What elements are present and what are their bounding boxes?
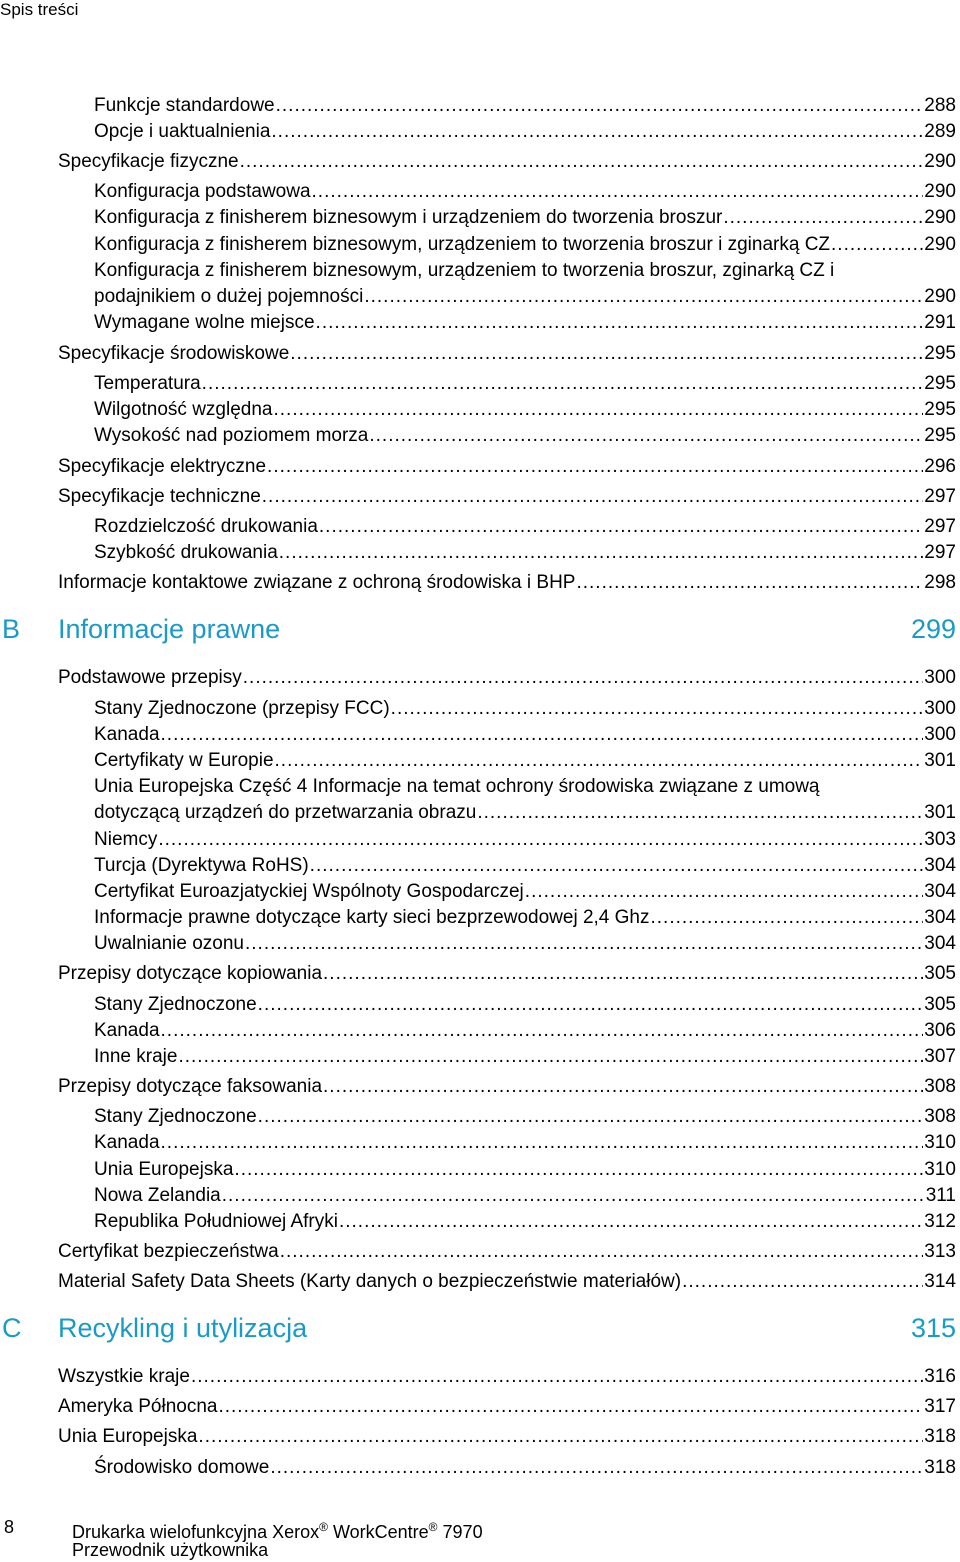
toc-entry-title: Uwalnianie ozonu (94, 933, 244, 954)
toc-entry[interactable] (94, 906, 956, 930)
toc-entry-title: Material Safety Data Sheets (Karty danych o bezpieczeństwie materiałów) (58, 1271, 682, 1292)
toc-entry-title: Przepisy dotyczące kopiowania (58, 963, 323, 984)
leader-dots (682, 1270, 923, 1294)
toc-entry-page: 290 (924, 234, 956, 255)
toc-entry-title: Stany Zjednoczone (94, 994, 257, 1015)
leader-dots (310, 854, 924, 878)
toc-entry-title: podajnikiem o dużej pojemności (94, 286, 364, 307)
toc-entry[interactable] (58, 666, 956, 690)
leader-dots (273, 398, 923, 422)
leader-dots (161, 1131, 924, 1155)
toc-entry-title: Specyfikacje środowiskowe (58, 343, 290, 364)
leader-dots (243, 666, 924, 690)
toc-entry-page: 291 (924, 312, 956, 333)
toc-entry-page: 298 (924, 572, 956, 593)
toc-entry-page: 288 (924, 95, 956, 116)
toc-entry-page: 297 (924, 542, 956, 563)
leader-dots (178, 1045, 923, 1069)
toc-entry[interactable] (94, 120, 956, 144)
toc-entry[interactable] (94, 723, 956, 747)
toc-entry-page: 300 (924, 698, 956, 719)
toc-entry[interactable] (94, 775, 820, 799)
toc-entry-title: Specyfikacje elektryczne (58, 456, 267, 477)
toc-entry[interactable] (94, 880, 956, 904)
leader-dots (258, 1105, 924, 1129)
toc-entry[interactable] (94, 1210, 956, 1234)
chapter-letter-b: B (2, 614, 21, 644)
toc-entry-page: 296 (924, 456, 956, 477)
toc-entry-title: Kanada (94, 724, 160, 745)
toc-entry-title: Unia Europejska Część 4 Informacje na temat ochrony środowiska związane z umową (94, 776, 820, 797)
toc-entry-title: Rozdzielczość drukowania (94, 516, 318, 537)
toc-entry-title: Informacje prawne dotyczące karty sieci bezprzewodowej 2,4 Ghz (94, 907, 650, 928)
toc-entry-page: 295 (924, 343, 956, 364)
leader-dots (280, 1240, 924, 1264)
toc-entry[interactable] (58, 342, 956, 366)
toc-entry[interactable] (58, 1240, 956, 1264)
toc-entry[interactable] (94, 424, 956, 448)
toc-entry-title: Opcje i uaktualnienia (94, 121, 271, 142)
leader-dots (319, 515, 923, 539)
toc-entry-title: Certyfikat bezpieczeństwa (58, 1241, 279, 1262)
toc-entry[interactable] (58, 1425, 956, 1449)
chapter-title-b[interactable]: Informacje prawne (58, 614, 281, 644)
toc-entry-title: Przepisy dotyczące faksowania (58, 1076, 323, 1097)
toc-entry[interactable] (58, 962, 956, 986)
toc-entry-page: 301 (924, 802, 956, 823)
toc-entry-page: 290 (924, 151, 956, 172)
toc-entry[interactable] (94, 285, 956, 309)
toc-entry[interactable] (58, 1365, 956, 1389)
toc-entry[interactable] (94, 94, 956, 118)
toc-entry[interactable] (58, 571, 956, 595)
footer-guide: Przewodnik użytkownika (72, 1540, 269, 1560)
toc-entry-title: Konfiguracja z finisherem biznesowym, urządzeniem to tworzenia broszur i zginarką CZ (94, 234, 831, 255)
toc-entry[interactable] (94, 372, 956, 396)
toc-entry-title: Stany Zjednoczone (przepisy FCC) (94, 698, 390, 719)
leader-dots (161, 723, 924, 747)
toc-entry[interactable] (94, 801, 956, 825)
leader-dots (339, 1210, 923, 1234)
header-title: Spis treści (0, 0, 79, 19)
toc-entry[interactable] (94, 1184, 956, 1208)
leader-dots (218, 1395, 923, 1419)
toc-entry[interactable] (94, 206, 956, 230)
toc-entry-title: Wilgotność względna (94, 399, 273, 420)
toc-entry-title: Certyfikat Euroazjatyckiej Wspólnoty Gospodarczej (94, 881, 524, 902)
leader-dots (161, 1019, 924, 1043)
leader-dots (222, 1184, 925, 1208)
toc-entry-page: 308 (924, 1106, 956, 1127)
toc-entry-title: Certyfikaty w Europie (94, 750, 274, 771)
footer-product-b: WorkCentre (332, 1522, 429, 1542)
toc-entry[interactable] (58, 455, 956, 479)
toc-entry-title: Szybkość drukowania (94, 542, 278, 563)
toc-entry-page: 311 (925, 1185, 956, 1206)
toc-entry[interactable] (94, 1131, 956, 1155)
toc-entry-page: 305 (924, 963, 956, 984)
toc-entry[interactable] (94, 749, 956, 773)
toc-entry[interactable] (94, 180, 956, 204)
toc-entry-page: 307 (924, 1046, 956, 1067)
toc-entry[interactable] (94, 1105, 956, 1129)
toc-entry[interactable] (94, 993, 956, 1017)
toc-entry-page: 300 (924, 724, 956, 745)
leader-dots (369, 424, 923, 448)
leader-dots (245, 932, 923, 956)
toc-entry-title: dotyczącą urządzeń do przetwarzania obrazu (94, 802, 477, 823)
toc-entry-title: Turcja (Dyrektywa RoHS) (94, 855, 309, 876)
toc-entry-title: Funkcje standardowe (94, 95, 275, 116)
toc-entry-title: Wymagane wolne miejsce (94, 312, 315, 333)
toc-entry-page: 297 (924, 486, 956, 507)
toc-entry-page: 316 (924, 1366, 956, 1387)
leader-dots (202, 372, 924, 396)
toc-entry-title: Unia Europejska (94, 1159, 234, 1180)
leader-dots (271, 120, 923, 144)
toc-entry-title: Kanada (94, 1020, 160, 1041)
toc-entry-title: Informacje kontaktowe związane z ochroną środowiska i BHP (58, 572, 576, 593)
toc-entry-page: 310 (924, 1159, 956, 1180)
leader-dots (312, 180, 924, 204)
toc-entry[interactable] (58, 150, 956, 174)
toc-entry-page: 304 (924, 881, 956, 902)
toc-entry[interactable] (94, 541, 956, 565)
toc-entry[interactable] (94, 311, 956, 335)
toc-entry-page: 295 (924, 373, 956, 394)
toc-entry-title: Podstawowe przepisy (58, 667, 242, 688)
toc-entry-page: 306 (924, 1020, 956, 1041)
toc-entry-page: 304 (924, 933, 956, 954)
leader-dots (240, 150, 924, 174)
toc-entry[interactable] (58, 1395, 956, 1419)
registered-mark: ® (319, 1520, 328, 1534)
toc-entry[interactable] (94, 1158, 956, 1182)
toc-entry[interactable] (94, 828, 956, 852)
toc-entry-page: 318 (924, 1426, 956, 1447)
toc-entry-title: Temperatura (94, 373, 201, 394)
leader-dots (267, 455, 923, 479)
leader-dots (723, 206, 923, 230)
registered-mark: ® (428, 1520, 438, 1534)
leader-dots (477, 801, 923, 825)
footer-product-c: 7970 (442, 1522, 483, 1542)
toc-entry-page: 289 (924, 121, 956, 142)
leader-dots (158, 828, 923, 852)
toc-entry-page: 314 (924, 1271, 956, 1292)
leader-dots (391, 697, 924, 721)
leader-dots (290, 342, 923, 366)
toc-entry[interactable] (94, 233, 956, 257)
leader-dots (650, 906, 923, 930)
toc-entry[interactable] (94, 1045, 956, 1069)
leader-dots (198, 1425, 923, 1449)
footer-product-a: Drukarka wielofunkcyjna Xerox (72, 1522, 320, 1542)
toc-entry[interactable] (94, 1019, 956, 1043)
toc-entry[interactable] (58, 1075, 956, 1099)
toc-entry[interactable] (94, 854, 956, 878)
toc-entry-page: 310 (924, 1132, 956, 1153)
toc-entry-title: Konfiguracja z finisherem biznesowym, urządzeniem to tworzenia broszur, zginarką CZ i (94, 260, 835, 281)
toc-entry-title: Stany Zjednoczone (94, 1106, 257, 1127)
toc-entry-page: 300 (924, 667, 956, 688)
toc-entry-page: 301 (924, 750, 956, 771)
leader-dots (191, 1365, 923, 1389)
leader-dots (270, 1456, 923, 1480)
toc-entry-title: Inne kraje (94, 1046, 178, 1067)
toc-entry-page: 290 (924, 181, 956, 202)
toc-entry-page: 313 (924, 1241, 956, 1262)
toc-entry-title: Unia Europejska (58, 1426, 198, 1447)
toc-entry-title: Wszystkie kraje (58, 1366, 190, 1387)
chapter-title-c[interactable]: Recykling i utylizacja (58, 1313, 308, 1343)
toc-entry-page: 290 (924, 207, 956, 228)
toc-entry-page: 318 (924, 1457, 956, 1478)
leader-dots (831, 233, 923, 257)
leader-dots (275, 749, 924, 773)
toc-entry[interactable] (94, 515, 956, 539)
toc-entry-page: 295 (924, 399, 956, 420)
toc-entry-title: Specyfikacje techniczne (58, 486, 261, 507)
leader-dots (364, 285, 923, 309)
leader-dots (316, 311, 924, 335)
toc-entry-title: Specyfikacje fizyczne (58, 151, 239, 172)
toc-entry[interactable] (58, 1270, 956, 1294)
toc-entry[interactable] (94, 259, 834, 283)
toc-entry[interactable] (94, 1456, 956, 1480)
toc-entry-title: Nowa Zelandia (94, 1185, 221, 1206)
toc-entry-title: Konfiguracja podstawowa (94, 181, 311, 202)
toc-entry-page: 304 (924, 855, 956, 876)
toc-entry-page: 295 (924, 425, 956, 446)
toc-entry-page: 304 (924, 907, 956, 928)
toc-entry[interactable] (94, 697, 956, 721)
leader-dots (276, 94, 924, 118)
leader-dots (323, 1075, 923, 1099)
toc-entry-page: 290 (924, 286, 956, 307)
leader-dots (234, 1158, 923, 1182)
toc-entry[interactable] (94, 398, 956, 422)
toc-entry-page: 297 (924, 516, 956, 537)
toc-entry-title: Środowisko domowe (94, 1457, 270, 1478)
leader-dots (262, 485, 924, 509)
leader-dots (258, 993, 924, 1017)
toc-entry-page: 312 (924, 1211, 956, 1232)
leader-dots (323, 962, 923, 986)
leader-dots (279, 541, 924, 565)
chapter-letter-c: C (2, 1313, 22, 1343)
toc-entry[interactable] (58, 485, 956, 509)
chapter-page-b: 299 (910, 614, 956, 644)
toc-entry-page: 317 (924, 1396, 956, 1417)
toc-entry[interactable] (94, 932, 956, 956)
toc-entry-title: Konfiguracja z finisherem biznesowym i urządzeniem do tworzenia broszur (94, 207, 723, 228)
chapter-page-c: 315 (910, 1313, 956, 1343)
toc-entry-page: 305 (924, 994, 956, 1015)
toc-entry-page: 303 (924, 829, 956, 850)
toc-entry-title: Republika Południowej Afryki (94, 1211, 338, 1232)
leader-dots (576, 571, 923, 595)
footer-page-number: 8 (4, 1517, 15, 1537)
toc-entry-title: Wysokość nad poziomem morza (94, 425, 369, 446)
toc-entry-title: Kanada (94, 1132, 160, 1153)
toc-entry-title: Niemcy (94, 829, 158, 850)
leader-dots (525, 880, 924, 904)
toc-entry-page: 308 (924, 1076, 956, 1097)
toc-entry-title: Ameryka Północna (58, 1396, 218, 1417)
